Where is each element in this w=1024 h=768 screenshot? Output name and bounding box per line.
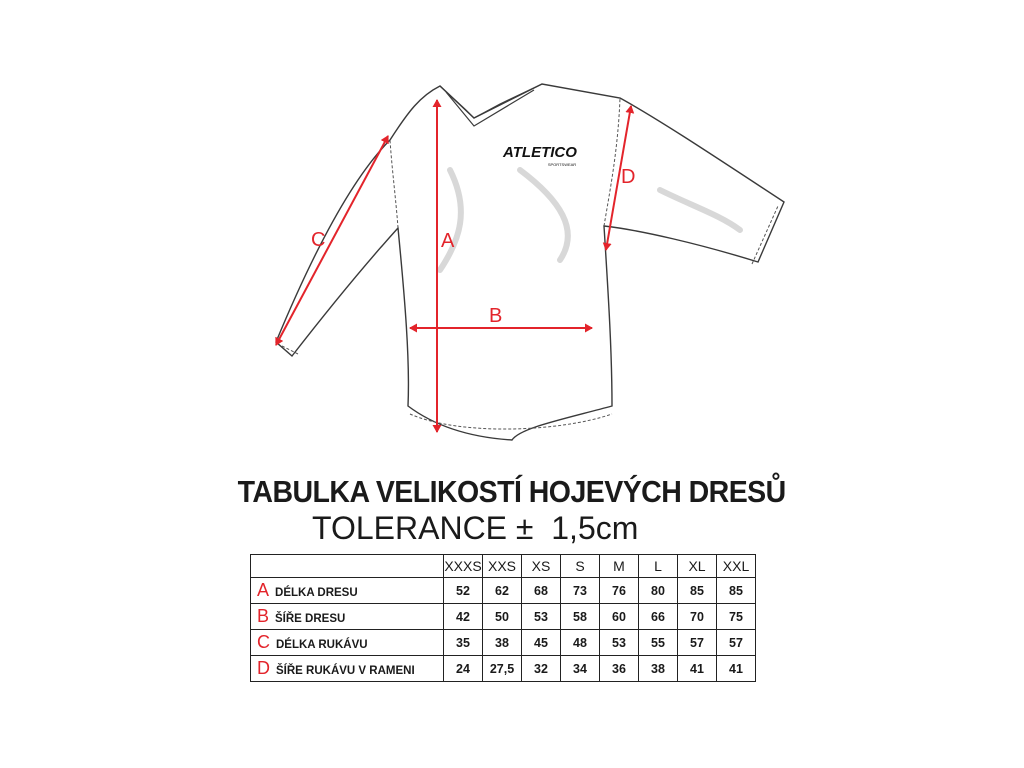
table-cell: 55 [639,630,678,656]
row-letter: B [257,606,270,626]
table-cell: 60 [600,604,639,630]
size-header-row [251,555,756,578]
table-cell: 85 [678,578,717,604]
row-label-text: DÉLKA DRESU [275,587,358,599]
table-cell: 32 [522,656,561,682]
table-cell: 38 [483,630,522,656]
table-cell: 53 [600,630,639,656]
table-cell: 35 [444,630,483,656]
table-cell: 50 [483,604,522,630]
table-cell: 68 [522,578,561,604]
row-letter: D [257,658,270,678]
table-cell: 70 [678,604,717,630]
row-label [251,656,444,682]
table-cell: 80 [639,578,678,604]
row-label [251,604,444,630]
table-cell: 48 [561,630,600,656]
table-cell: 75 [717,604,756,630]
measure-label-b: B [489,305,503,327]
table-row [251,656,756,682]
table-cell: 53 [522,604,561,630]
table-cell: 57 [717,630,756,656]
table-cell: 36 [600,656,639,682]
size-header: XXS [483,555,522,578]
row-label-text: DÉLKA RUKÁVU [276,639,368,651]
tolerance-note: TOLERANCE ± 1,5cm [312,510,639,546]
table-cell: 34 [561,656,600,682]
size-header: XXL [717,555,756,578]
table-cell: 62 [483,578,522,604]
table-cell: 76 [600,578,639,604]
table-cell: 58 [561,604,600,630]
table-cell: 73 [561,578,600,604]
header-empty-cell [251,555,444,578]
measure-label-d: D [621,166,636,188]
row-letter: A [257,580,270,600]
brand-logo-subtitle: SPORTSWEAR [547,162,577,167]
table-cell: 52 [444,578,483,604]
table-cell: 66 [639,604,678,630]
size-header: XL [678,555,717,578]
table-cell: 24 [444,656,483,682]
size-chart-title: TABULKA VELIKOSTÍ HOJEVÝCH DRESŮ [237,474,786,509]
jersey-body-outline [276,84,784,440]
table-cell: 45 [522,630,561,656]
row-label-text: ŠÍŘE RUKÁVU V RAMENI [276,665,415,677]
table-cell: 42 [444,604,483,630]
table-cell: 41 [717,656,756,682]
row-letter: C [257,632,270,652]
table-row [251,630,756,656]
row-label [251,630,444,656]
row-label [251,578,444,604]
table-cell: 85 [717,578,756,604]
table-row [251,604,756,630]
measure-label-a: A [441,230,455,252]
table-cell: 57 [678,630,717,656]
size-header: M [600,555,639,578]
measure-label-c: C [311,229,326,251]
brand-logo: ATLETICO [503,144,577,161]
row-label-text: ŠÍŘE DRESU [275,613,346,625]
size-header: XXXS [444,555,483,578]
table-row [251,578,756,604]
size-header: XS [522,555,561,578]
table-cell: 38 [639,656,678,682]
size-table [250,554,756,682]
table-cell: 41 [678,656,717,682]
size-header: S [561,555,600,578]
table-cell: 27,5 [483,656,522,682]
size-header: L [639,555,678,578]
